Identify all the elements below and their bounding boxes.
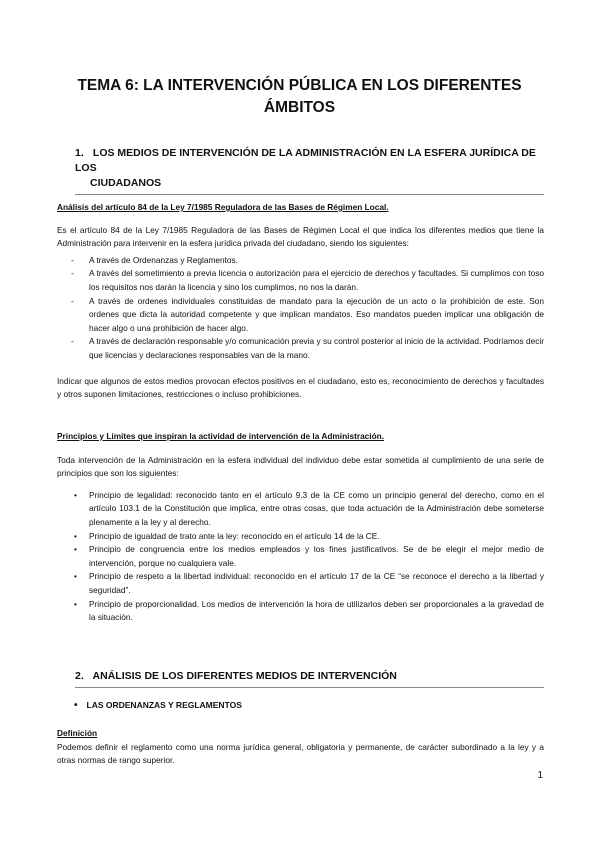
section-1-title-line-1: LOS MEDIOS DE INTERVENCIÓN DE LA ADMINISTRACIÓN EN LA ESFERA JURÍDICA DE LOS <box>75 147 536 174</box>
analysis-item: - A través de ordenes individuales constituidas de mandato para la ejecución de un acto o la prohibición de este. Son ordenes que dicta la autoridad competente y que implican mandatos. Eso mandatos pueden implicar una obligación de hacer algo o una prohibición de hacer algo. <box>57 295 544 336</box>
section-2-heading <box>75 669 544 688</box>
principles-intro: Toda intervención de la Administración en la esfera individual del individuo debe estar sometida al cumplimiento de una serie de principios que son los siguientes: <box>57 454 544 479</box>
principle-item: • Principio de igualdad de trato ante la ley: reconocido en el artículo 14 de la CE. <box>57 530 544 544</box>
section-2-number: 2. <box>75 670 84 682</box>
analysis-heading: Análisis del artículo 84 de la Ley 7/1985 Reguladora de las Bases de Régimen Local. <box>57 202 389 212</box>
document-title <box>60 75 539 119</box>
analysis-closing: Indicar que algunos de estos medios provocan efectos positivos en el ciudadano, esto es, reconocimiento de derechos y facultades y otros suponen limitaciones, restricciones o incluso prohibiciones. <box>57 375 544 400</box>
definition-block <box>57 727 544 768</box>
analysis-list <box>57 254 544 363</box>
title-line-1: TEMA 6: LA INTERVENCIÓN PÚBLICA EN LOS DIFERENTES <box>77 77 522 94</box>
ordinances-bullet: • LAS ORDENANZAS Y REGLAMENTOS <box>74 700 242 711</box>
principle-item: • Principio de proporcionalidad. Los medios de intervención la hora de utilizarlos deben ser proporcionales a la gravedad de la situación. <box>57 598 544 625</box>
principles-block <box>57 430 544 625</box>
analysis-item: - A través del sometimiento a previa licencia o autorización para el ejercicio de derechos y facultades. Si cumplimos con toso los requisitos nos darán la licencia y sino los cumplimos, no nos la darán. <box>57 267 544 294</box>
section-1-title-line-2: CIUDADANOS <box>90 177 162 189</box>
definition-text: Podemos definir el reglamento como una norma jurídica general, obligatoria y permanente, de carácter subordinado a la ley y a otras normas de rango superior. <box>57 741 544 766</box>
principles-heading: Principios y Límites que inspiran la actividad de intervención de la Administración. <box>57 431 385 441</box>
section-1-heading <box>75 146 544 195</box>
principle-item: • Principio de respeto a la libertad individual: reconocido en el artículo 17 de la CE “se reconoce el derecho a la libertad y seguridad”. <box>57 570 544 597</box>
analysis-item: - A través de declaración responsable y/o comunicación previa y su control posterior al inicio de la actividad. Podríamos decir que licencias y declaraciones responsables van de la mano. <box>57 335 544 362</box>
analysis-intro: Es el artículo 84 de la Ley 7/1985 Reguladora de las Bases de Régimen Local el que indica los diferentes medios que tiene la Administración para intervenir en la esfera jurídica privada del ciudadano, siendo los siguientes: <box>57 224 544 249</box>
section-2-title: ANÁLISIS DE LOS DIFERENTES MEDIOS DE INTERVENCIÓN <box>92 670 397 682</box>
principle-item: • Principio de congruencia entre los medios empleados y los fines justificativos. Se de be elegir el mejor medio de intervención, porque no cualquiera vale. <box>57 543 544 570</box>
principles-list <box>57 489 544 625</box>
analysis-item: - A través de Ordenanzas y Reglamentos. <box>57 254 544 268</box>
section-1-number: 1. <box>75 147 84 159</box>
principle-item: • Principio de legalidad: reconocido tanto en el artículo 9.3 de la CE como un principio general del derecho, como en el artículo 103.1 de la Constitución que implica, entre otras cosas, que toda actuación de la Administración debe someterse plenamente a la ley y al derecho. <box>57 489 544 530</box>
page-number: 1 <box>537 770 543 781</box>
analysis-block <box>57 201 544 402</box>
definition-heading: Definición <box>57 728 98 738</box>
title-line-2: ÁMBITOS <box>263 99 336 116</box>
